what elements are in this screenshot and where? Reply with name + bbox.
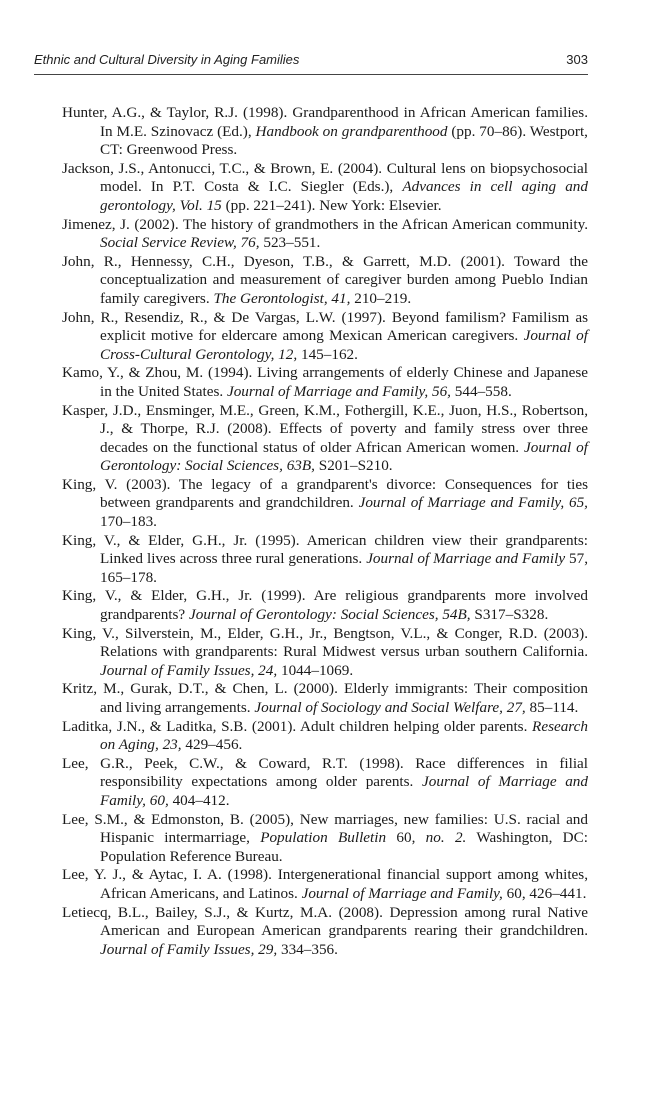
reference-entry	[62, 309, 588, 365]
running-head	[34, 52, 588, 67]
reference-text: Hunter, A.G., & Taylor, R.J. (1998). Grandparenthood in African American families. In M.E. Szinovacz (Ed.),	[62, 104, 588, 140]
reference-source-title: Journal of Family Issues, 24,	[100, 661, 278, 679]
reference-source-title: The Gerontologist, 41,	[213, 289, 351, 307]
reference-text: 429–456.	[181, 736, 243, 754]
reference-text: 334–356.	[277, 940, 338, 958]
reference-text: Kasper, J.D., Ensminger, M.E., Green, K.M., Fothergill, K.E., Juon, H.S., Robertson, J., & Thorpe, R.J. (2008). Effects of poverty and family stress over three decades on the functional status of older African American women.	[62, 401, 588, 456]
reference-text: (pp. 70–86). Westport, CT: Greenwood Press.	[100, 122, 588, 159]
reference-text: 85–114.	[525, 699, 579, 716]
reference-source-title: Population Bulletin	[260, 829, 387, 847]
reference-source-title: Handbook on grandparenthood	[255, 122, 448, 140]
reference-text: S317–S328.	[470, 606, 549, 624]
reference-entry	[62, 364, 588, 401]
reference-text: 60, 426–441.	[502, 884, 587, 902]
reference-text: Letiecq, B.L., Bailey, S.J., & Kurtz, M.A. (2008). Depression among rural Native American and European American grandparents rearing their grandchildren.	[62, 903, 588, 940]
header-rule	[34, 74, 588, 75]
reference-entry	[62, 755, 588, 811]
reference-entry	[62, 160, 588, 216]
reference-text: Kamo, Y., & Zhou, M. (1994). Living arrangements of elderly Chinese and Japanese in the United States.	[62, 364, 588, 400]
reference-text: King, V., & Elder, G.H., Jr. (1995). American children view their grandparents: Linked lives across three rural generations.	[62, 531, 588, 568]
reference-text: 57, 165–178.	[100, 550, 588, 586]
reference-text: King, V. (2003). The legacy of a grandparent's divorce: Consequences for ties between grandparents and grandchildren.	[62, 475, 588, 512]
reference-entry	[62, 625, 588, 681]
reference-source-title: Journal of Marriage and Family	[366, 550, 566, 568]
reference-source-title: Journal of Marriage and Family, 56,	[226, 382, 451, 400]
reference-source-title: Journal of Marriage and Family, 65,	[358, 494, 588, 512]
reference-text: 523–551.	[259, 234, 321, 252]
reference-source-title: no. 2.	[425, 829, 467, 847]
reference-text: Lee, Y. J., & Aytac, I. A. (1998). Intergenerational financial support among whites, African Americans, and Latinos.	[62, 866, 588, 902]
reference-text: John, R., Hennessy, C.H., Dyeson, T.B., & Garrett, M.D. (2001). Toward the conceptualization and measurement of caregiver burden among Pueblo Indian family caregivers.	[62, 252, 588, 307]
reference-source-title: Advances in cell aging and gerontology, Vol. 15	[100, 178, 588, 214]
reference-source-title: Journal of Gerontology: Social Sciences, 54B,	[188, 606, 471, 624]
reference-entry	[62, 811, 588, 867]
reference-text: 170–183.	[100, 513, 157, 531]
reference-text: 544–558.	[450, 382, 512, 400]
reference-source-title: Journal of Family Issues, 29,	[100, 940, 278, 958]
reference-text: S201–S210.	[314, 457, 393, 475]
reference-entry	[62, 216, 588, 253]
reference-text: Washington, DC: Population Reference Bureau.	[100, 829, 588, 865]
reference-entry	[62, 718, 588, 755]
reference-text: 404–412.	[168, 791, 230, 809]
reference-text: Lee, G.R., Peek, C.W., & Coward, R.T. (1998). Race differences in filial responsibility expectations among older parents.	[62, 754, 588, 791]
reference-source-title: Journal of Marriage and Family, 60,	[100, 773, 588, 809]
reference-entry	[62, 866, 588, 903]
page-number: 303	[566, 52, 588, 67]
reference-entry	[62, 587, 588, 624]
reference-text: King, V., & Elder, G.H., Jr. (1999). Are religious grandparents more involved grandparents?	[62, 587, 588, 624]
reference-text: 1044–1069.	[277, 661, 354, 679]
reference-text: Laditka, J.N., & Laditka, S.B. (2001). Adult children helping older parents.	[62, 717, 533, 735]
reference-text: Kritz, M., Gurak, D.T., & Chen, L. (2000). Elderly immigrants: Their composition and living arrangements.	[62, 680, 588, 716]
reference-entry	[62, 476, 588, 532]
running-title: Ethnic and Cultural Diversity in Aging Families	[34, 52, 300, 67]
reference-text: Jimenez, J. (2002). The history of grandmothers in the African American community.	[62, 215, 588, 233]
reference-text: (pp. 221–241). New York: Elsevier.	[221, 196, 442, 214]
reference-entry	[62, 402, 588, 476]
reference-source-title: Journal of Cross-Cultural Gerontology, 12,	[100, 327, 588, 363]
reference-source-title: Journal of Gerontology: Social Sciences, 63B,	[100, 438, 588, 475]
reference-text: 145–162.	[297, 345, 358, 363]
reference-source-title: Research on Aging, 23,	[100, 717, 588, 754]
reference-entry	[62, 104, 588, 160]
reference-source-title: Journal of Marriage and Family,	[301, 884, 503, 902]
reference-text: Jackson, J.S., Antonucci, T.C., & Brown, E. (2004). Cultural lens on biopsychosocial model. In P.T. Costa & I.C. Siegler (Eds.),	[62, 159, 588, 196]
reference-text: King, V., Silverstein, M., Elder, G.H., Jr., Bengtson, V.L., & Conger, R.D. (2003). Relations with grandparents: Rural Midwest versus urban southern California.	[62, 624, 588, 661]
reference-text: 210–219.	[350, 289, 412, 307]
reference-source-title: Social Service Review, 76,	[100, 234, 260, 252]
reference-source-title: Journal of Sociology and Social Welfare, 27,	[254, 699, 526, 716]
reference-list	[62, 104, 588, 959]
reference-entry	[62, 532, 588, 588]
reference-entry	[62, 904, 588, 960]
reference-text: 60,	[386, 829, 426, 847]
reference-entry	[62, 680, 588, 717]
reference-text: John, R., Resendiz, R., & De Vargas, L.W. (1997). Beyond familism? Familism as explicit motive for eldercare among Mexican American caregivers.	[62, 308, 588, 345]
reference-text: Lee, S.M., & Edmonston, B. (2005), New marriages, new families: U.S. racial and Hispanic intermarriage,	[62, 810, 588, 847]
reference-entry	[62, 253, 588, 309]
